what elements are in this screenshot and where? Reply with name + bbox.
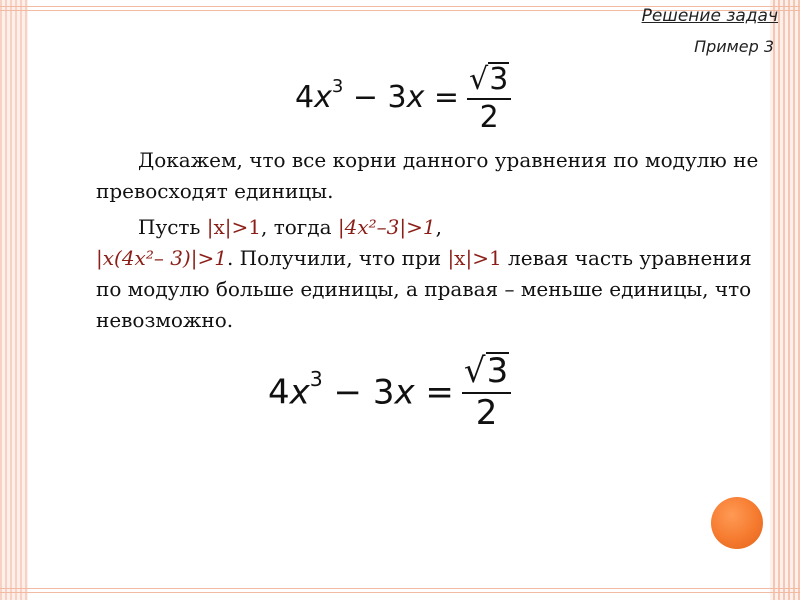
proof-paragraph-1 <box>96 145 776 207</box>
fraction-denominator: 2 <box>479 99 499 135</box>
paragraph-text: , тогда <box>260 215 338 239</box>
equation-equals: = <box>414 371 454 412</box>
equation-exponent: 3 <box>331 76 344 98</box>
highlight-expression: |4x²–3|>1 <box>337 215 436 239</box>
equation-exponent: 3 <box>309 367 323 392</box>
equation-minus-term: − 3 <box>343 80 407 115</box>
equation-top <box>295 62 511 133</box>
fraction-numerator <box>467 62 511 98</box>
equation-variable: x <box>314 80 332 115</box>
bottom-border-line <box>0 592 800 593</box>
equation-fraction <box>462 352 511 431</box>
equation-minus-term: − 3 <box>322 371 395 412</box>
sqrt-icon: √ <box>469 62 489 97</box>
paragraph-text: . Получили, что при <box>226 246 448 270</box>
highlight-expression: |x|>1 <box>447 246 502 270</box>
bottom-border-line <box>0 588 800 589</box>
equation-variable: x <box>394 371 415 412</box>
paragraph-text: левая часть уравнения по модулю больше единицы, а правая – меньше единицы, что невозможно. <box>96 246 752 332</box>
equation-coef: 4 <box>268 371 290 412</box>
equation-lhs <box>295 76 460 115</box>
equation-equals: = <box>424 80 460 115</box>
fraction-denominator: 2 <box>475 392 498 433</box>
sqrt-icon: √ <box>463 351 486 391</box>
fraction-numerator <box>462 352 511 392</box>
proof-paragraph-2 <box>96 212 776 336</box>
equation-fraction <box>467 62 511 133</box>
highlight-expression: |x|>1 <box>206 215 261 239</box>
paragraph-text: Докажем, что все корни данного уравнения по модулю не превосходят единицы. <box>96 148 759 203</box>
radicand: 3 <box>486 351 509 391</box>
slide-title: Решение задач <box>641 6 778 26</box>
equation-coef: 4 <box>295 80 315 115</box>
paragraph-text: , <box>435 215 442 239</box>
example-label: Пример 3 <box>694 37 774 56</box>
equation-variable: x <box>406 80 425 115</box>
equation-variable: x <box>289 371 310 412</box>
equation-lhs <box>268 367 454 412</box>
paragraph-text: Пусть <box>138 215 207 239</box>
equation-bottom <box>268 352 511 431</box>
orange-circle-icon <box>711 497 763 549</box>
highlight-expression: |x(4x²– 3)|>1 <box>96 246 227 270</box>
left-decorative-border <box>0 0 28 600</box>
radicand: 3 <box>489 62 509 97</box>
